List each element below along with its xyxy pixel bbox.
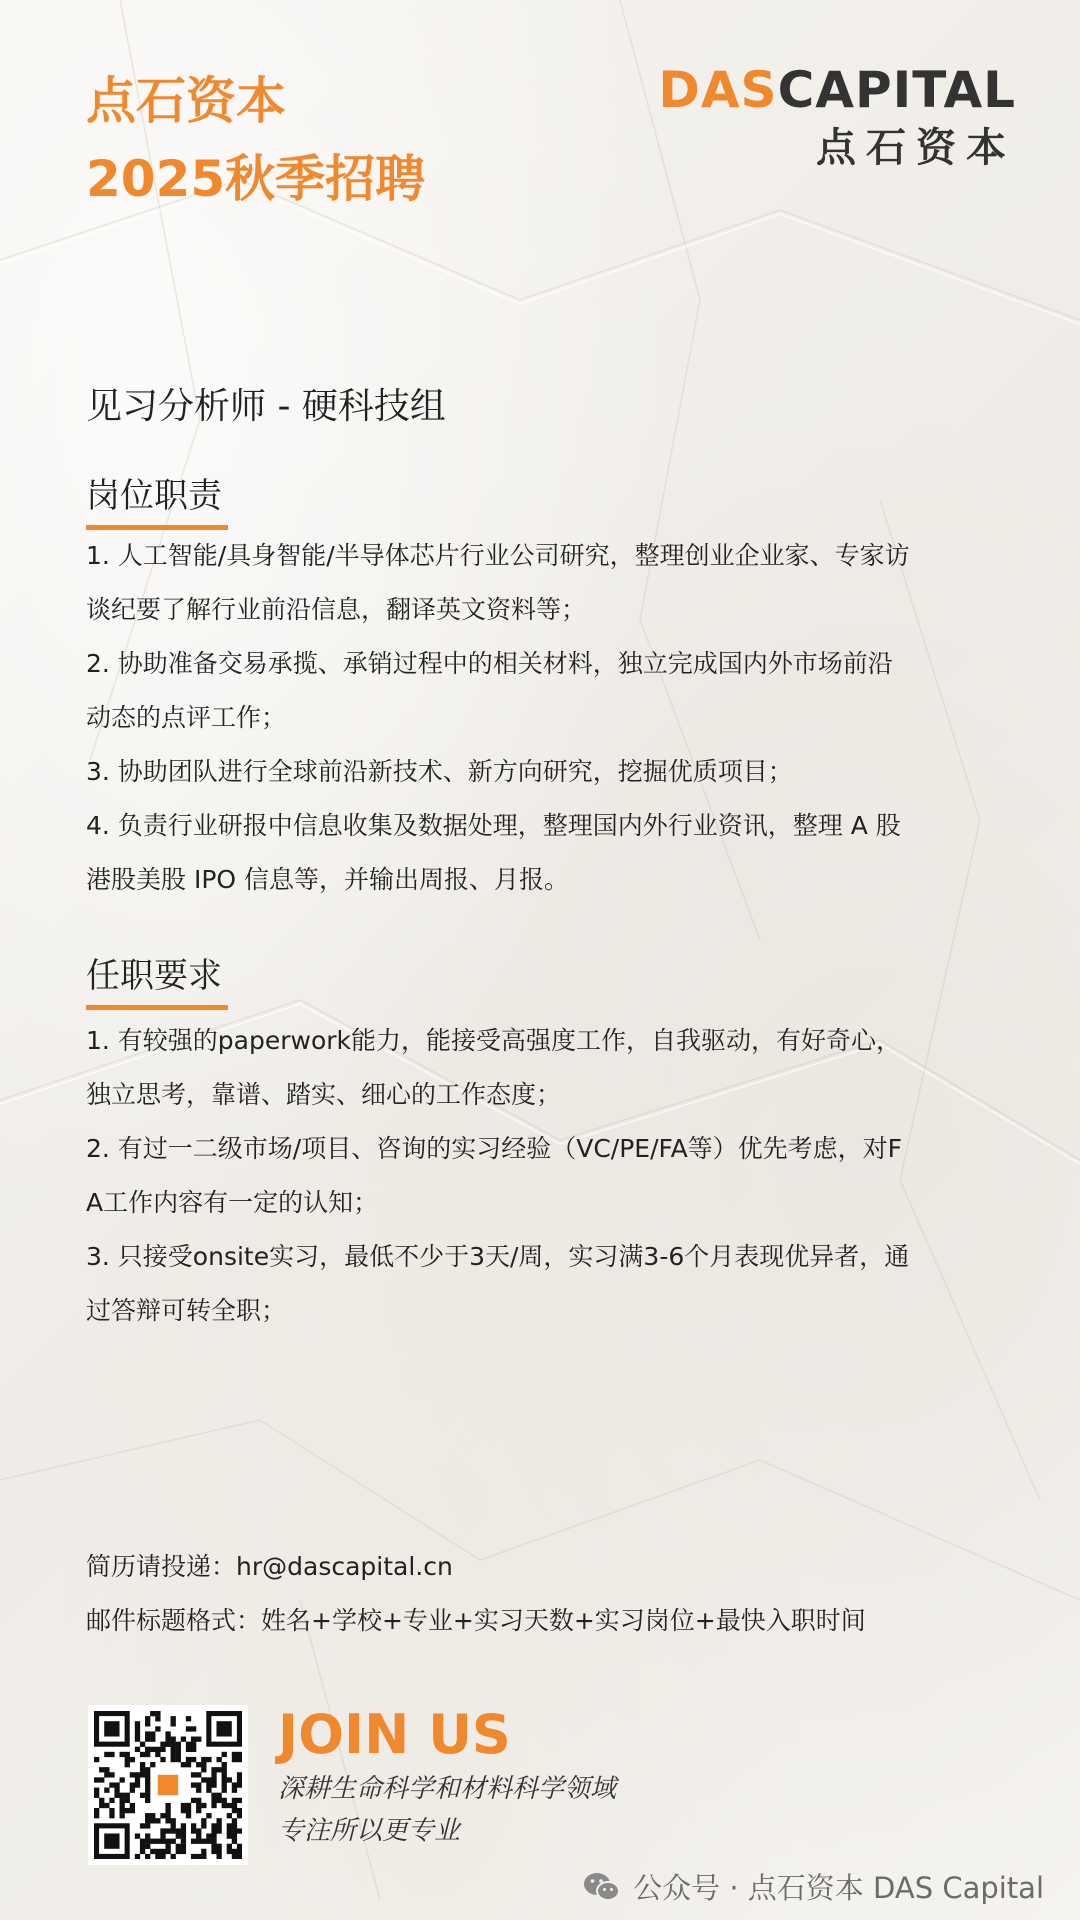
resume-email: 简历请投递：hr@dascapital.cn — [86, 1552, 453, 1581]
email-subject-format: 邮件标题格式：姓名+学校+专业+实习天数+实习岗位+最快入职时间 — [86, 1606, 866, 1635]
responsibilities-heading — [86, 468, 228, 530]
list-item: 独立思考，靠谱、踏实、细心的工作态度； — [86, 1080, 562, 1109]
recruitment-title — [86, 62, 425, 218]
position-title: 见习分析师 - 硬科技组 — [86, 386, 446, 427]
recruitment-season: 2025秋季招聘 — [86, 150, 426, 208]
responsibilities-list — [86, 529, 986, 907]
heading-underline — [86, 1005, 228, 1010]
list-item: 谈纪要了解行业前沿信息，翻译英文资料等； — [86, 595, 587, 624]
qr-code[interactable] — [88, 1705, 248, 1865]
join-us-block — [278, 1702, 616, 1852]
list-item: 3. 只接受onsite实习，最低不少于3天/周，实习满3-6个月表现优异者，通 — [86, 1242, 910, 1271]
responsibilities-heading-text: 岗位职责 — [86, 476, 222, 516]
list-item: 3. 协助团队进行全球前沿新技术、新方向研究，挖掘优质项目； — [86, 757, 793, 786]
wechat-icon — [583, 1871, 621, 1903]
join-us-slogan-2: 专注所以更专业 — [278, 1816, 461, 1846]
list-item: A工作内容有一定的认知； — [86, 1188, 379, 1217]
list-item: 4. 负责行业研报中信息收集及数据处理，整理国内外行业资讯，整理 A 股 — [86, 811, 901, 840]
list-item: 过答辩可转全职； — [86, 1296, 287, 1325]
qr-code-graphic — [94, 1711, 242, 1859]
logo-capital: CAPITAL — [777, 61, 1016, 119]
list-item: 1. 有较强的paperwork能力，能接受高强度工作，自我驱动，有好奇心， — [86, 1026, 902, 1055]
wechat-watermark — [583, 1866, 1044, 1907]
logo-das: DAS — [658, 61, 778, 119]
list-item: 1. 人工智能/具身智能/半导体芯片行业公司研究，整理创业企业家、专家访 — [86, 541, 910, 570]
logo-english — [658, 62, 1016, 118]
list-item: 2. 有过一二级市场/项目、咨询的实习经验（VC/PE/FA等）优先考虑，对F — [86, 1134, 903, 1163]
list-item: 动态的点评工作； — [86, 703, 287, 732]
requirements-heading — [86, 948, 228, 1010]
requirements-list — [86, 1014, 986, 1338]
company-logo — [658, 62, 1016, 174]
list-item: 2. 协助准备交易承揽、承销过程中的相关材料，独立完成国内外市场前沿 — [86, 649, 893, 678]
logo-chinese: 点石资本 — [816, 125, 1016, 171]
company-name: 点石资本 — [86, 72, 286, 130]
join-us-title: JOIN US — [278, 1703, 511, 1766]
join-us-slogan-1: 深耕生命科学和材料科学领域 — [278, 1774, 617, 1804]
contact-info — [86, 1540, 866, 1648]
list-item: 港股美股 IPO 信息等，并输出周报、月报。 — [86, 865, 570, 894]
watermark-text: 公众号 · 点石资本 DAS Capital — [633, 1871, 1044, 1905]
requirements-heading-text: 任职要求 — [86, 956, 222, 996]
